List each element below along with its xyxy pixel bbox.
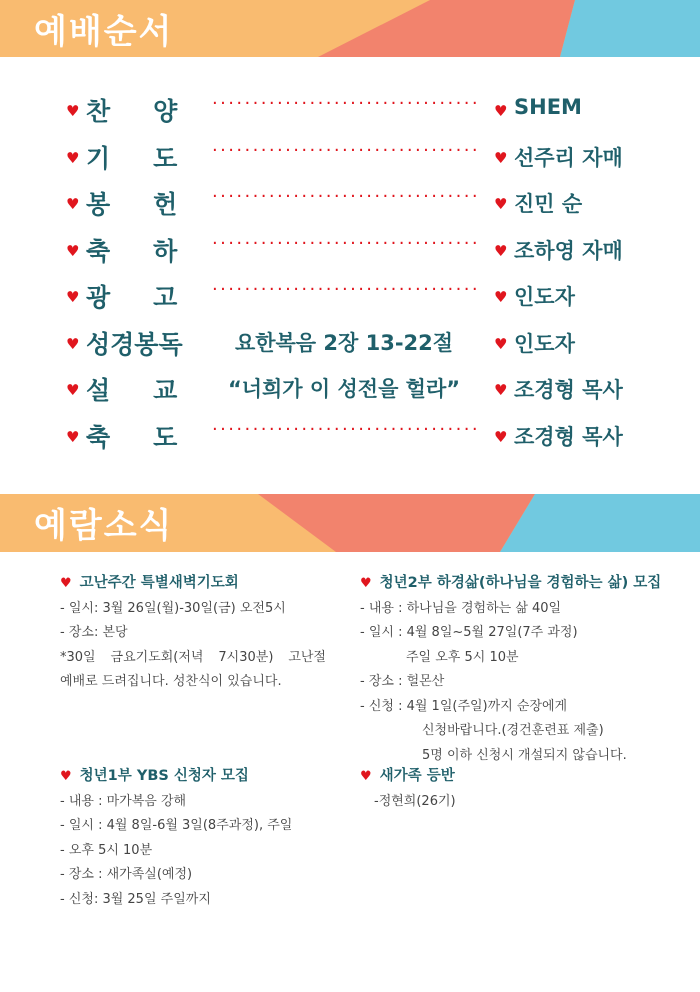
heart-icon: ♥ [494,288,508,306]
news-line: - 장소: 본당 [60,625,128,640]
worship-order-row [0,369,700,409]
news-line: 5명 이하 신청시 개설되지 않습니다. [422,747,627,763]
news-dawn-prayer [60,571,326,695]
order-item-person: 조경형 목사 [514,424,623,449]
heart-icon: ♥ [494,334,508,353]
order-item-person: SHEM [514,95,582,119]
heart-icon: ♥ [66,241,80,260]
news-line: - 장소 : 새가족실(예정) [60,867,193,882]
news-line: *30일 금요기도회(저녁 7시30분) 고난절 [60,649,326,665]
worship-order-row [0,276,700,316]
news-line: 주일 오후 5시 10분 [406,649,519,665]
news-youth1 [60,764,350,912]
news-line: - 오후 5시 10분 [60,842,153,858]
news-item-title: ♥ 새가족 등반 [360,768,455,784]
worship-order-row [0,230,700,270]
news-line: - 내용 : 마가복음 강해 [60,793,187,809]
worship-order-title: 예배순서 [34,12,174,52]
news-title: 예람소식 [34,506,174,546]
heart-icon: ♥ [66,334,80,353]
news-banner [0,494,700,552]
news-item-title: ♥ 청년1부 YBS 신청자 모집 [60,768,249,784]
news-line: - 장소 : 헐몬산 [360,674,445,689]
news-line: - 신청: 3월 25일 주일까지 [60,891,211,907]
heart-icon: ♥ [60,576,72,591]
news-line: -정현희(26기) [374,793,456,809]
news-line: - 일시 : 4월 8일~5월 27일(7주 과정) [360,625,578,640]
dotted-leader: ································· [212,93,481,114]
news-line: 신청바랍니다.(경건훈련표 제출) [422,723,604,738]
news-item-title: ♥ 청년2부 하경삶(하나님을 경험하는 삶) 모집 [360,575,662,591]
order-item-label: 광고 [86,283,221,312]
order-item-person: 진민 순 [514,192,583,216]
heart-icon: ♥ [60,769,72,784]
dotted-leader: ································· [212,232,481,254]
order-item-person: 조경형 목사 [514,378,623,402]
order-item-label: 축도 [86,422,221,452]
news-line: 예배로 드려집니다. 성찬식이 있습니다. [60,674,282,689]
heart-icon: ♥ [66,427,80,446]
heart-icon: ♥ [494,148,508,167]
order-item-label: 성경봉독 [86,329,183,359]
heart-icon: ♥ [494,381,508,399]
news-item-title: ♥ 고난주간 특별새벽기도회 [60,575,239,591]
heart-icon: ♥ [66,148,80,167]
order-item-person: 조하영 자매 [514,238,623,263]
worship-order-row [0,416,700,456]
news-line: - 신청 : 4월 1일(주일)까지 순장에게 [360,698,568,714]
order-item-label: 축하 [86,236,221,266]
worship-order-row [0,323,700,363]
dotted-leader: ································· [212,279,481,300]
order-item-label: 찬양 [86,97,221,126]
heart-icon: ♥ [494,102,508,120]
heart-icon: ♥ [360,769,372,784]
order-item-detail: 요한복음 2장 13-22절 [234,330,454,355]
order-item-person: 인도자 [514,331,575,356]
news-line: - 일시: 3월 26일(월)-30일(금) 오전5시 [60,600,286,616]
news-youth2 [360,571,680,768]
heart-icon: ♥ [66,102,80,120]
dotted-leader: ································· [212,139,481,161]
news-new-family [360,764,660,814]
worship-order-row [0,183,700,223]
order-item-label: 기도 [86,143,221,173]
heart-icon: ♥ [66,195,80,213]
news-line: - 내용 : 하나님을 경험하는 삶 40일 [360,600,562,616]
worship-order-banner [0,0,700,57]
dotted-leader: ································· [212,418,481,440]
order-item-label: 봉헌 [86,190,221,219]
heart-icon: ♥ [494,241,508,260]
heart-icon: ♥ [494,195,508,213]
heart-icon: ♥ [66,288,80,306]
dotted-leader: ································· [212,186,481,207]
order-item-person: 선주리 자매 [514,145,623,170]
order-item-person: 인도자 [514,285,575,309]
worship-order-row [0,137,700,177]
heart-icon: ♥ [494,427,508,446]
order-item-detail: “너희가 이 성전을 헐라” [227,377,461,401]
news-line: - 일시 : 4월 8일-6월 3일(8주과정), 주일 [60,818,293,833]
heart-icon: ♥ [66,381,80,399]
worship-order-row [0,90,700,130]
order-item-label: 설교 [86,376,221,405]
heart-icon: ♥ [360,576,372,591]
